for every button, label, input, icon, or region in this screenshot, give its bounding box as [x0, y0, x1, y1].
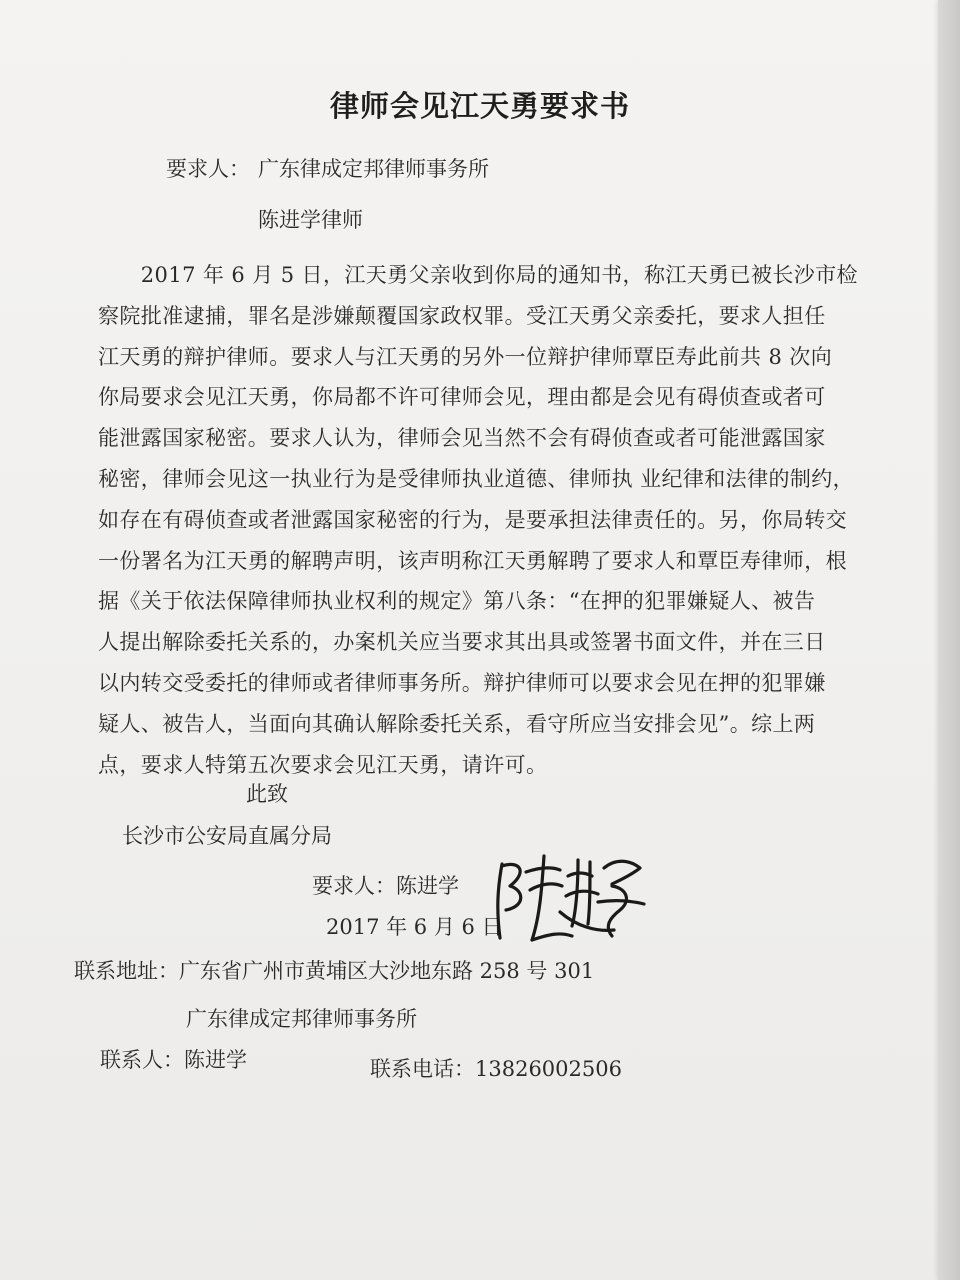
contact-phone: 联系电话：13826002506	[370, 1057, 622, 1081]
body-line: 你局要求会见江天勇，你局都不许可律师会见，理由都是会见有碍侦查或者可	[98, 385, 826, 410]
requester-name: 陈进学律师	[258, 208, 363, 232]
requester-label: 要求人：	[166, 157, 250, 181]
paper-shadow-edge	[938, 0, 960, 1280]
body-line: 一份署名为江天勇的解聘声明，该声明称江天勇解聘了要求人和覃臣寿律师，根	[98, 548, 847, 573]
body-paragraph	[98, 255, 858, 785]
contact-address: 联系地址：广东省广州市黄埔区大沙地东路 258 号 301	[74, 959, 595, 983]
body-line: 秘密，律师会见这一执业行为是受律师执业道德、律师执 业纪律和法律的制约，	[98, 466, 855, 491]
document-title: 律师会见江天勇要求书	[329, 89, 630, 123]
body-line: 人提出解除委托关系的，办案机关应当要求其出具或签署书面文件，并在三日	[98, 630, 826, 655]
body-line: 2017 年 6 月 5 日，江天勇父亲收到你局的通知书，称江天勇已被长沙市检	[98, 263, 858, 287]
signature-date: 2017 年 6 月 6 日	[326, 915, 503, 939]
body-line: 据《关于依法保障律师执业权利的规定》第八条：“在押的犯罪嫌疑人、被告	[98, 589, 816, 614]
body-line: 疑人、被告人，当面向其确认解除委托关系，看守所应当安排会见”。综上两	[98, 711, 816, 736]
body-line: 点，要求人特第五次要求会见江天勇，请许可。	[98, 752, 548, 777]
signer-label: 要求人：陈进学	[312, 874, 459, 898]
recipient: 长沙市公安局直属分局	[122, 824, 332, 848]
salutation: 此致	[246, 782, 288, 806]
body-line: 能泄露国家秘密。要求人认为，律师会见当然不会有碍侦查或者可能泄露国家	[98, 426, 826, 451]
requester-firm: 广东律成定邦律师事务所	[258, 157, 489, 181]
body-line: 察院批准逮捕，罪名是涉嫌颠覆国家政权罪。受江天勇父亲委托，要求人担任	[98, 303, 826, 328]
body-line: 如存在有碍侦查或者泄露国家秘密的行为，是要承担法律责任的。另，你局转交	[98, 507, 847, 532]
contact-person: 联系人：陈进学	[100, 1048, 247, 1072]
handwritten-signature	[480, 846, 650, 946]
body-line: 以内转交受委托的律师或者律师事务所。辩护律师可以要求会见在押的犯罪嫌	[98, 670, 826, 695]
body-line: 江天勇的辩护律师。要求人与江天勇的另外一位辩护律师覃臣寿此前共 8 次向	[98, 344, 833, 369]
firm-name-footer: 广东律成定邦律师事务所	[186, 1007, 417, 1031]
